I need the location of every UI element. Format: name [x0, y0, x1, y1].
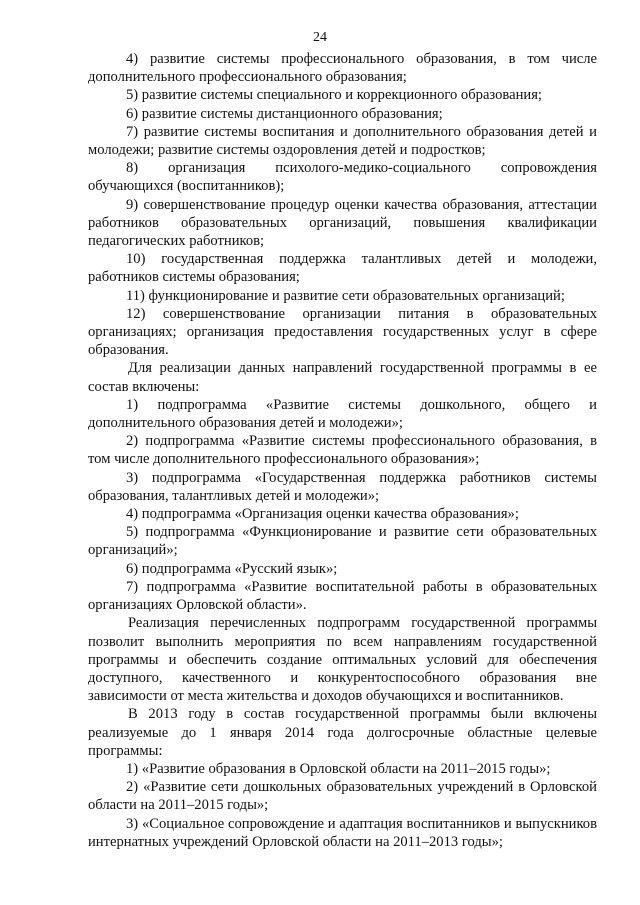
page-number: 24	[313, 30, 327, 45]
paragraph-subprogram-7: 7) подпрограмма «Развитие воспитательной работы в образовательных организациях Орловской области».	[88, 578, 597, 614]
paragraph-item-9: 9) совершенствование процедур оценки качества образования, аттестации работников образовательных организаций, повышения квалификации педагогических работников;	[88, 196, 597, 250]
paragraph-subprograms-intro: Для реализации данных направлений государственной программы в ее состав включены:	[88, 360, 597, 395]
paragraph-implementation: Реализация перечисленных подпрограмм государственной программы позволит выполнить мероприятия по всем направлениям государственной программы и обеспечить создание оптимальных условий для обеспечения доступного, качественного и конкурентоспособного образования вне зависимости от места жительства и доходов обучающихся и воспитанников.	[88, 615, 597, 705]
paragraph-subprogram-3: 3) подпрограмма «Государственная поддержка работников системы образования, талантливых детей и молодежи»;	[88, 469, 597, 504]
paragraph-subprogram-1: 1) подпрограмма «Развитие системы дошкольного, общего и дополнительного образования детей и молодежи»;	[88, 396, 597, 432]
paragraph-item-11: 11) функционирование и развитие сети образовательных организаций;	[126, 287, 565, 304]
paragraph-item-5: 5) развитие системы специального и коррекционного образования;	[126, 87, 542, 104]
paragraph-item-4: 4) развитие системы профессионального образования, в том числе дополнительного профессионального образования;	[88, 51, 597, 86]
paragraph-subprogram-4: 4) подпрограмма «Организация оценки качества образования»;	[126, 506, 519, 523]
paragraph-subprogram-6: 6) подпрограмма «Русский язык»;	[126, 560, 338, 577]
paragraph-item-8: 8) организация психолого-медико-социального сопровождения обучающихся (воспитанников);	[88, 160, 597, 195]
paragraph-program-1: 1) «Развитие образования в Орловской области на 2011–2015 годы»;	[126, 760, 551, 777]
paragraph-2013-programs: В 2013 году в состав государственной программы были включены реализуемые до 1 января 2014 года долгосрочные областные целевые программы:	[88, 706, 597, 759]
paragraph-subprogram-2: 2) подпрограмма «Развитие системы профессионального образования, в том числе дополнительного профессионального образования»;	[88, 433, 597, 468]
paragraph-item-6: 6) развитие системы дистанционного образования;	[126, 105, 443, 122]
paragraph-program-3: 3) «Социальное сопровождение и адаптация воспитанников и выпускников интернатных учреждений Орловской области на 2011–2013 годы»;	[88, 815, 597, 850]
paragraph-item-7: 7) развитие системы воспитания и дополнительного образования детей и молодежи; развитие системы оздоровления детей и подростков;	[88, 123, 597, 159]
paragraph-item-12: 12) совершенствование организации питания в образовательных организациях; организация предоставления государственных услуг в сфере образования.	[88, 305, 597, 359]
paragraph-subprogram-5: 5) подпрограмма «Функционирование и развитие сети образовательных организаций»;	[88, 524, 597, 559]
paragraph-item-10: 10) государственная поддержка талантливых детей и молодежи, работников системы образования;	[88, 251, 597, 286]
document-body	[88, 50, 597, 851]
paragraph-program-2: 2) «Развитие сети дошкольных образовательных учреждений в Орловской области на 2011–2015 годы»;	[88, 779, 597, 814]
